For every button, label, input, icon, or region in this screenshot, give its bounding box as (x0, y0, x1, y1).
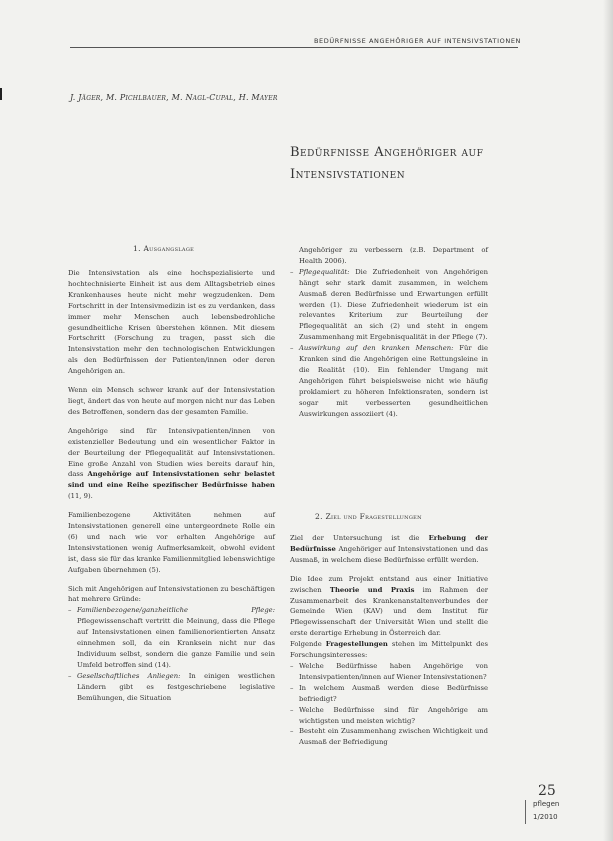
footer-rule (525, 800, 526, 824)
paragraph: Wenn ein Mensch schwer krank auf der Intensivstation liegt, ändert das von heute auf morgen nicht nur das Leben des Betroffenen, sondern das der gesamten Familie. (68, 386, 275, 416)
section-heading-1: 1. Ausgangslage (133, 244, 195, 253)
header-rule (70, 47, 518, 48)
question-list (290, 661, 488, 748)
list-item: – Pflegequalität: Die Zufriedenheit von Angehörigen hängt sehr stark damit zusammen, in welchem Ausmaß deren Bedürfnisse und Erwartungen erfüllt werden (1). Diese Zufriedenheit wiederum ist ein relevantes Kriterium zur Beurteilung der Pflegequalität an sich (2) und steht in engem Zusammenhang mit Ergebnisqualität in der Pflege (7). (290, 267, 488, 343)
right-column-bottom (290, 533, 488, 756)
list-item: – Welche Bedürfnisse sind für Angehörige am wichtigsten und meisten wichtig? (290, 705, 488, 727)
article-title: Bedürfnisse Angehöriger auf Intensivstationen (290, 145, 484, 182)
list-item: – Auswirkung auf den kranken Menschen: Für die Kranken sind die Angehörigen eine Rettungsleine in die Realität (10). Ein fehlender Umgang mit Angehörigen führt beispielsweise nicht wie häufig proklamiert zu höheren Infektionsraten, sondern ist sogar mit verbesserten gesundheitlichen Auswirkungen assoziiert (4). (290, 343, 488, 419)
reason-list (68, 605, 275, 703)
bold-emphasis: Angehörige auf Intensivstationen sehr belastet sind und eine Reihe spezifischer Bedürfnisse haben (68, 470, 275, 490)
paragraph: Ziel der Untersuchung ist die Erhebung der Bedürfnisse Angehöriger auf Intensivstationen und das Ausmaß, in welchem diese Bedürfnisse erfüllt werden. (290, 534, 488, 564)
list-item: – Besteht ein Zusammenhang zwischen Wichtigkeit und Ausmaß der Befriedigung (290, 726, 488, 748)
list-item: – Familienbezogene/ganzheitliche Pflege: Pflegewissenschaft vertritt die Meinung, dass die Pflege auf Intensivstationen einen familienorientierten Ansatz einnehmen soll, da ein Kranksein nicht nur das Individuum selbst, sondern die ganze Familie und sein Umfeld betroffen sind (14). (68, 605, 275, 670)
bold-emphasis: Erhebung der Bedürfnisse (290, 534, 488, 553)
paragraph: Sich mit Angehörigen auf Intensivstationen zu beschäftigen hat mehrere Gründe: (68, 584, 275, 604)
journal-name: pflegen (533, 800, 560, 808)
page-number: 25 (538, 783, 556, 799)
paragraph: Familienbezogene Aktivitäten nehmen auf Intensivstationen generell eine untergeordnete Rolle ein (6) und nach wie vor erhalten Angehörige auf Intensivstationen wenig Aufmerksamkeit, obwohl evident ist, dass sie für das kranke Familienmitglied lebenswichtige Aufgaben übernehmen (5). (68, 511, 275, 574)
issue-label: 1/2010 (533, 813, 558, 821)
list-item: – In welchem Ausmaß werden diese Bedürfnisse befriedigt? (290, 683, 488, 705)
bold-emphasis: Fragestellungen (325, 640, 388, 649)
paragraph: Angehörige sind für Intensivpatienten/innen von existenzieller Bedeutung und ein wesentlicher Faktor in der Beurteilung der Pflegequalität auf Intensivstationen. Eine große Anzahl von Studien wies bereits darauf hin, dass Angehörige auf Intensivstationen sehr belastet sind und eine Reihe spezifischer Bedürfnisse haben (11, 9). (68, 426, 275, 501)
right-column-top (290, 245, 488, 428)
running-header: BEDÜRFNISSE ANGEHÖRIGER AUF INTENSIVSTATIONEN (314, 37, 521, 45)
page-edge-mark (0, 88, 2, 100)
list-item: – Welche Bedürfnisse haben Angehörige von Intensivpatienten/innen auf Wiener Intensivstationen? (290, 661, 488, 683)
page-gutter-shadow (603, 0, 613, 841)
reason-list-continued (290, 267, 488, 420)
paragraph: Die Intensivstation als eine hochspezialisierte und hochtechnisierte Einheit ist aus dem Alltagsbetrieb eines Krankenhauses heute nicht mehr wegzudenken. Dem Fortschritt in der Intensivmedizin ist es zu verdanken, dass immer mehr Menschen auch lebensbedrohliche gesundheitliche Krisen überstehen können. Mit diesem Fortschritt (Forschung zu tragen, passt sich die Intensivstation mehr den technologischen Entwicklungen als den Bedürfnissen der Patienten/innen oder deren Angehörigen an. (68, 269, 275, 376)
authors: J. Jäger, M. Pichlbauer, M. Nagl-Cupal, H. Mayer (70, 93, 278, 102)
list-item: – Gesellschaftliches Anliegen: In einigen westlichen Ländern gibt es festgeschriebene legislative Bemühungen, die Situation (68, 671, 275, 704)
bold-emphasis: Theorie und Praxis (329, 585, 415, 594)
paragraph: Angehöriger zu verbessern (z.B. Department of Health 2006). (299, 246, 488, 265)
paragraph: Die Idee zum Projekt entstand aus einer Initiative zwischen Theorie und Praxis im Rahmen der Zusammenarbeit des Krankenanstaltenverbundes der Gemeinde Wien (KAV) und dem Institut für Pflegewissenschaft der Universität Wien und stellt die erste derartige Erhebung in Österreich dar. (290, 574, 488, 638)
paragraph: Folgende Fragestellungen stehen im Mittelpunkt des Forschungsinteresses: (290, 640, 488, 660)
section-heading-2: 2. Ziel und Fragestellungen (315, 512, 422, 521)
left-column (68, 268, 275, 712)
